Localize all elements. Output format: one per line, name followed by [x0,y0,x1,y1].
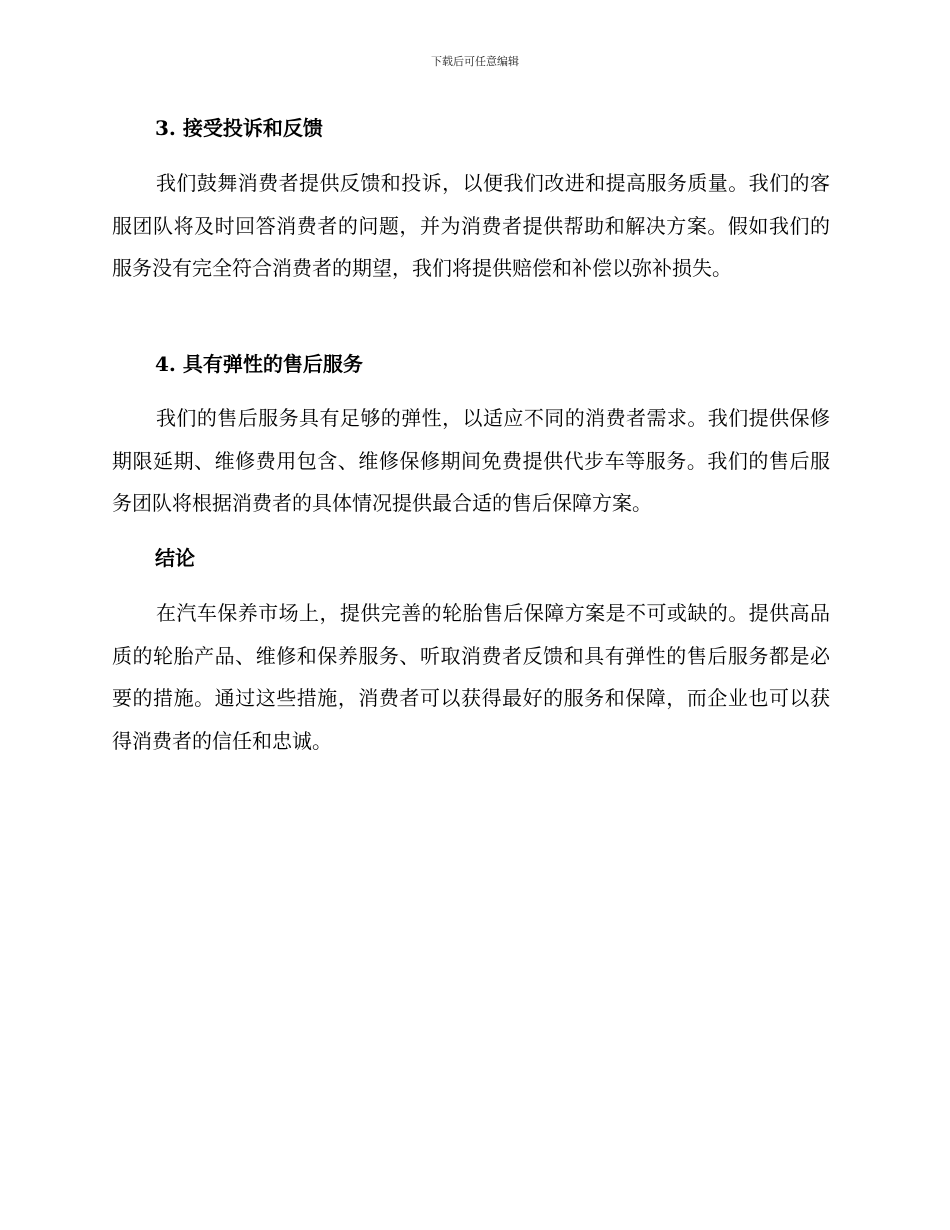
section-heading-conclusion: 结论 [155,546,195,570]
section-heading-complaints: 3. 接受投诉和反馈 [155,116,323,140]
section-paragraph-conclusion: 在汽车保养市场上，提供完善的轮胎售后保障方案是不可或缺的。提供高品质的轮胎产品、维修和保养服务、听取消费者反馈和具有弹性的售后服务都是必要的措施。通过这些措施，消费者可以获得最好的服务和保障，而企业也可以获得消费者的信任和忠诚。 [112,601,830,753]
section-paragraph-complaints: 我们鼓舞消费者提供反馈和投诉，以便我们改进和提高服务质量。我们的客服团队将及时回答消费者的问题，并为消费者提供帮助和解决方案。假如我们的服务没有完全符合消费者的期望，我们将提供赔偿和补偿以弥补损失。 [112,171,830,280]
section-paragraph-flexible-service: 我们的售后服务具有足够的弹性，以适应不同的消费者需求。我们提供保修期限延期、维修费用包含、维修保修期间免费提供代步车等服务。我们的售后服务团队将根据消费者的具体情况提供最合适的售后保障方案。 [112,406,830,515]
page-header-note: 下载后可任意编辑 [431,55,519,68]
section-heading-flexible-service: 4. 具有弹性的售后服务 [155,352,363,376]
